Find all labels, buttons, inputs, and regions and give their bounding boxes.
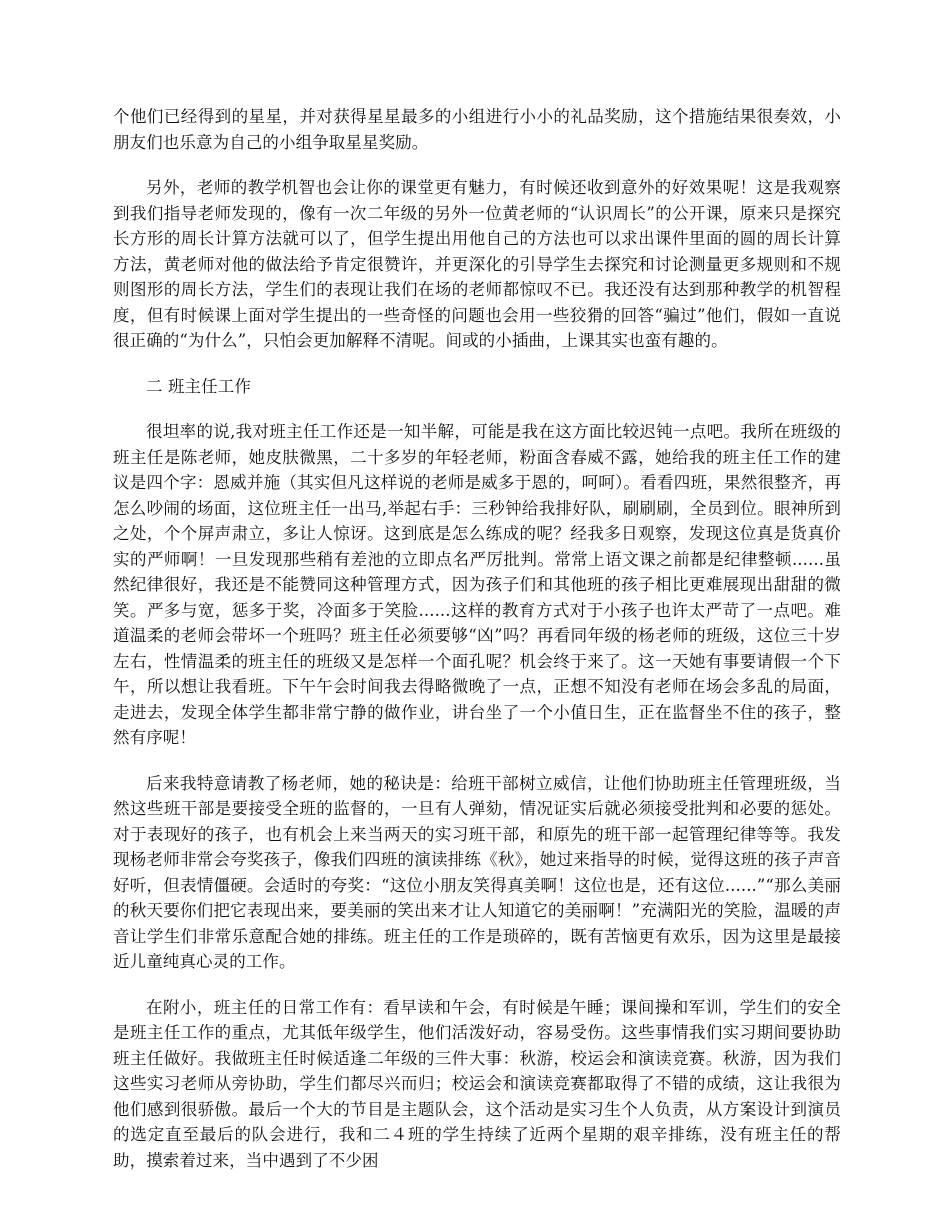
document-page [113,104,841,1193]
paragraph-head-teacher-chen: 很坦率的说,我对班主任工作还是一知半解，可能是我在这方面比较迟钝一点吧。我所在班级的班主任是陈老师，她皮肤微黑，二十多岁的年轻老师，粉面含春威不露，她给我的班主任工作的建议是四个字：恩威并施（其实但凡这样说的老师是威多于恩的，呵呵）。看看四班，果然很整齐，再怎么吵闹的场面，这位班主任一出马,举起右手：三秒钟给我排好队，刷刷刷，全员到位。眼神所到之处，个个屏声肃立，多让人惊讶。这到底是怎么练成的呢？经我多日观察，发现这位真是货真价实的严师啊！一旦发现那些稍有差池的立即点名严厉批判。常常上语文课之前都是纪律整顿......虽然纪律很好，我还是不能赞同这种管理方式，因为孩子们和其他班的孩子相比更难展现出甜甜的微笑。严多与宽，惩多于奖，冷面多于笑脸......这样的教育方式对于小孩子也许太严苛了一点吧。难道温柔的老师会带坏一个班吗？班主任必须要够“凶”吗？再看同年级的杨老师的班级，这位三十岁左右，性情温柔的班主任的班级又是怎样一个面孔呢？机会终于来了。这一天她有事要请假一个下午，所以想让我看班。下午午会时间我去得略微晚了一点，正想不知没有老师在场会多乱的局面，走进去，发现全体学生都非常宁静的做作业，讲台坐了一个小值日生，正在监督坐不住的孩子，整然有序呢！ [113,422,841,747]
paragraph-teacher-yang: 后来我特意请教了杨老师，她的秘诀是：给班干部树立威信，让他们协助班主任管理班级，当然这些班干部是要接受全班的监督的，一旦有人弹劾，情况证实后就必须接受批判和必要的惩处。对于表现好的孩子，也有机会上来当两天的实习班干部，和原先的班干部一起管理纪律等等。我发现杨老师非常会夸奖孩子，像我们四班的演读排练《秋》，她过来指导的时候，觉得这班的孩子声音好听，但表情僵硬。会适时的夸奖：“这位小朋友笑得真美啊！这位也是，还有这位......”“那么美丽的秋天要你们把它表现出来，要美丽的笑出来才让人知道它的美丽啊！”充满阳光的笑脸，温暖的声音让学生们非常乐意配合她的排练。班主任的工作是琐碎的，既有苦恼更有欢乐，因为这里是最接近儿童纯真心灵的工作。 [113,773,841,971]
paragraph-daily-work: 在附小，班主任的日常工作有：看早读和午会，有时候是午睡；课间操和军训，学生们的安全是班主任工作的重点，尤其低年级学生，他们活泼好动，容易受伤。这些事情我们实习期间要协助班主任做好。我做班主任时候适逢二年级的三件大事：秋游，校运会和演读竞赛。秋游，因为我们这些实习老师从旁协助，学生们都尽兴而归；校运会和演读竞赛都取得了不错的成绩，这让我很为他们感到很骄傲。最后一个大的节目是主题队会，这个活动是实习生个人负责，从方案设计到演员的选定直至最后的队会进行，我和二４班的学生持续了近两个星期的艰辛排练，没有班主任的帮助，摸索着过来，当中遇到了不少困 [113,997,841,1170]
paragraph-continuation: 个他们已经得到的星星，并对获得星星最多的小组进行小小的礼品奖励，这个措施结果很奏效，小朋友们也乐意为自己的小组争取星星奖励。 [113,107,841,152]
section-heading: 二 班主任工作 [146,376,251,396]
paragraph-teaching-wit: 另外，老师的教学机智也会让你的课堂更有魅力，有时候还收到意外的好效果呢！这是我观察到我们指导老师发现的，像有一次二年级的另外一位黄老师的“认识周长”的公开课，原来只是探究长方形的周长计算方法就可以了，但学生提出用他自己的方法也可以求出课件里面的圆的周长计算方法，黄老师对他的做法给予肯定很赞许，并更深化的引导学生去探究和讨论测量更多规则和不规则图形的周长方法，学生们的表现让我们在场的老师都惊叹不已。我还没有达到那种教学的机智程度，但有时候课上面对学生提出的一些奇怪的问题也会用一些狡猾的回答“骗过”他们，假如一直说很正确的“为什么”，只怕会更加解释不清呢。间或的小插曲，上课其实也蛮有趣的。 [113,178,841,350]
